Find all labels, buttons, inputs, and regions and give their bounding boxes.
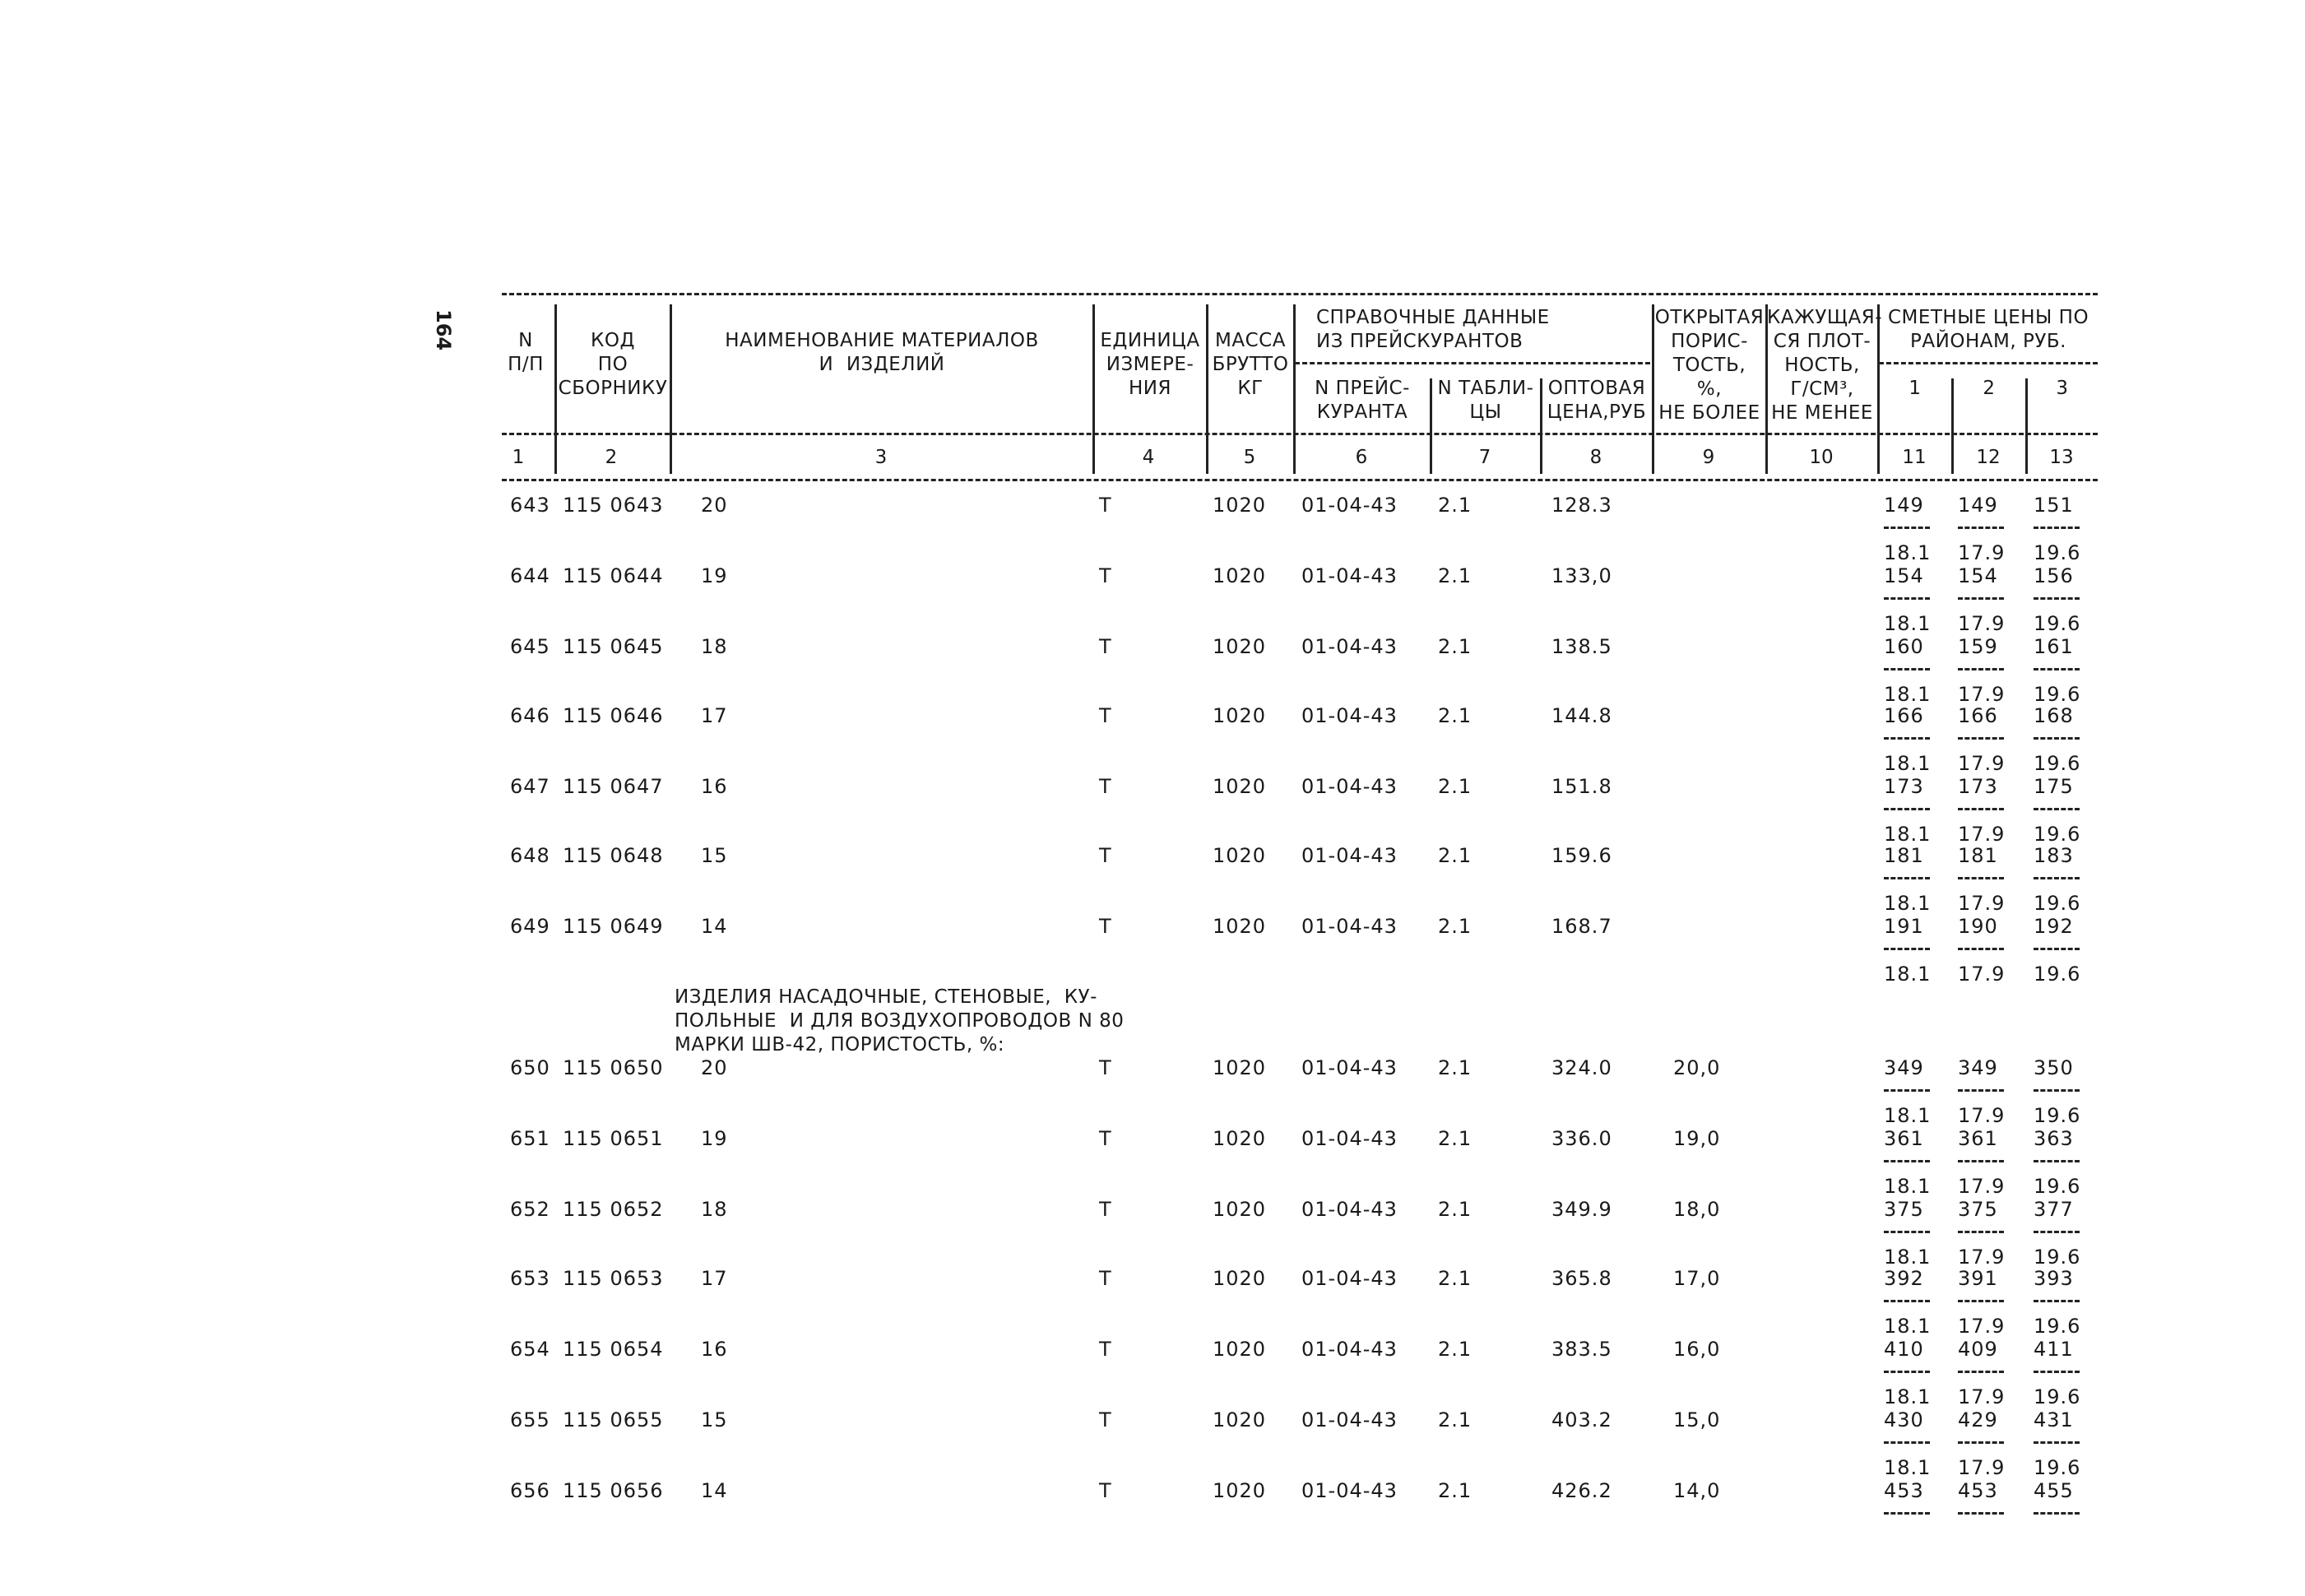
column-number: 1: [512, 447, 525, 468]
cell-price-list: 01-04-43: [1301, 1198, 1398, 1221]
cell-code: 115 0651: [563, 1127, 664, 1150]
cell-price-region-3: 192: [2034, 915, 2074, 938]
cell-price-region-2: 453: [1958, 1479, 1998, 1502]
header-col5: МАССА БРУТТО КГ: [1212, 330, 1289, 399]
cell-n: 650: [510, 1056, 550, 1079]
cell-mass: 1020: [1213, 1408, 1267, 1431]
cell-price-region-2: 166: [1958, 704, 1998, 727]
fraction-line: [1958, 1441, 2004, 1444]
column-number: 10: [1809, 447, 1834, 468]
cell-price-list: 01-04-43: [1301, 1479, 1398, 1502]
cell-ratio-region-2: 17.9: [1958, 823, 2006, 846]
cell-n: 643: [510, 494, 550, 517]
cell-price-region-3: 151: [2034, 494, 2074, 517]
fraction-line: [2034, 808, 2080, 810]
cell-code: 115 0654: [563, 1338, 664, 1361]
cell-ratio-region-3: 19.6: [2034, 752, 2081, 775]
fraction-line: [1958, 948, 2004, 950]
cell-wholesale: 403.2: [1551, 1408, 1612, 1431]
cell-n: 651: [510, 1127, 550, 1150]
cell-ratio-region-3: 19.6: [2034, 1175, 2081, 1198]
cell-price-region-3: 377: [2034, 1198, 2074, 1221]
column-number: 11: [1902, 447, 1927, 468]
cell-code: 115 0648: [563, 844, 664, 867]
cell-price-list: 01-04-43: [1301, 1267, 1398, 1290]
header-col11: 1: [1908, 378, 1922, 399]
fraction-line: [1958, 1089, 2004, 1092]
cell-price-list: 01-04-43: [1301, 1408, 1398, 1431]
fraction-line: [1958, 1231, 2004, 1233]
header-mid-rule: [502, 433, 2098, 435]
header-ref-group: СПРАВОЧНЫЕ ДАННЫЕ ИЗ ПРЕЙСКУРАНТОВ: [1316, 307, 1550, 352]
cell-n: 656: [510, 1479, 550, 1502]
cell-ratio-region-2: 17.9: [1958, 892, 2006, 915]
cell-price-list: 01-04-43: [1301, 775, 1398, 798]
cell-n: 648: [510, 844, 550, 867]
cell-price-region-1: 453: [1884, 1479, 1924, 1502]
header-col4: ЕДИНИЦА ИЗМЕРЕ- НИЯ: [1100, 330, 1200, 399]
cell-price-region-3: 363: [2034, 1127, 2074, 1150]
cell-code: 115 0652: [563, 1198, 664, 1221]
cell-mass: 1020: [1213, 494, 1267, 517]
cell-ratio-region-2: 17.9: [1958, 683, 2006, 706]
cell-price-region-3: 156: [2034, 564, 2074, 587]
cell-price-region-2: 154: [1958, 564, 1998, 587]
fraction-line: [2034, 527, 2080, 529]
cell-ratio-region-3: 19.6: [2034, 1456, 2081, 1479]
cell-name: 14: [701, 915, 728, 938]
cell-ratio-region-2: 17.9: [1958, 1385, 2006, 1408]
cell-price-region-1: 154: [1884, 564, 1924, 587]
cell-name: 20: [701, 494, 728, 517]
cell-porosity: 18,0: [1673, 1198, 1721, 1221]
header-col9: ОТКРЫТАЯ ПОРИС- ТОСТЬ, %, НЕ БОЛЕЕ: [1654, 307, 1765, 424]
cell-mass: 1020: [1213, 844, 1267, 867]
cell-code: 115 0650: [563, 1056, 664, 1079]
cell-code: 115 0653: [563, 1267, 664, 1290]
cell-n: 652: [510, 1198, 550, 1221]
cell-porosity: 15,0: [1673, 1408, 1721, 1431]
cell-price-region-1: 361: [1884, 1127, 1924, 1150]
fraction-line: [1884, 1089, 1930, 1092]
cell-ratio-region-2: 17.9: [1958, 963, 2006, 986]
cell-code: 115 0643: [563, 494, 664, 517]
cell-price-region-3: 350: [2034, 1056, 2074, 1079]
cell-ratio-region-3: 19.6: [2034, 541, 2081, 564]
column-number: 9: [1702, 447, 1715, 468]
column-number: 5: [1243, 447, 1256, 468]
cell-price-region-1: 430: [1884, 1408, 1924, 1431]
cell-code: 115 0656: [563, 1479, 664, 1502]
header-bottom-rule: [502, 479, 2098, 481]
cell-price-region-2: 349: [1958, 1056, 1998, 1079]
cell-price-list: 01-04-43: [1301, 494, 1398, 517]
fraction-line: [1958, 737, 2004, 740]
cell-price-region-2: 391: [1958, 1267, 1998, 1290]
cell-ratio-region-1: 18.1: [1884, 823, 1932, 846]
cell-price-list: 01-04-43: [1301, 564, 1398, 587]
cell-price-region-3: 431: [2034, 1408, 2074, 1431]
cell-price-list: 01-04-43: [1301, 1127, 1398, 1150]
fraction-line: [2034, 1441, 2080, 1444]
cell-ratio-region-1: 18.1: [1884, 1246, 1932, 1269]
fraction-line: [1884, 1371, 1930, 1373]
cell-ratio-region-1: 18.1: [1884, 1104, 1932, 1127]
cell-unit: Т: [1099, 915, 1112, 938]
cell-price-region-1: 392: [1884, 1267, 1924, 1290]
cell-name: 15: [701, 1408, 728, 1431]
cell-table: 2.1: [1438, 635, 1473, 658]
fraction-line: [1884, 877, 1930, 879]
cell-price-list: 01-04-43: [1301, 1056, 1398, 1079]
cell-price-list: 01-04-43: [1301, 844, 1398, 867]
cell-porosity: 20,0: [1673, 1056, 1721, 1079]
cell-code: 115 0649: [563, 915, 664, 938]
cell-unit: Т: [1099, 1267, 1112, 1290]
fraction-line: [2034, 737, 2080, 740]
cell-ratio-region-2: 17.9: [1958, 612, 2006, 635]
cell-unit: Т: [1099, 635, 1112, 658]
cell-price-region-2: 149: [1958, 494, 1998, 517]
column-number: 12: [1976, 447, 2001, 468]
fraction-line: [1884, 808, 1930, 810]
cell-ratio-region-1: 18.1: [1884, 1385, 1932, 1408]
cell-name: 17: [701, 704, 728, 727]
cell-price-region-2: 409: [1958, 1338, 1998, 1361]
fraction-line: [1884, 668, 1930, 670]
cell-price-region-3: 183: [2034, 844, 2074, 867]
fraction-line: [1884, 1512, 1930, 1515]
cell-n: 649: [510, 915, 550, 938]
cell-ratio-region-1: 18.1: [1884, 1315, 1932, 1338]
cell-price-region-1: 191: [1884, 915, 1924, 938]
cell-price-region-2: 190: [1958, 915, 1998, 938]
cell-ratio-region-2: 17.9: [1958, 752, 2006, 775]
cell-mass: 1020: [1213, 1338, 1267, 1361]
cell-ratio-region-3: 19.6: [2034, 1104, 2081, 1127]
header-col8: ОПТОВАЯ ЦЕНА,РУБ: [1547, 378, 1647, 423]
cell-n: 645: [510, 635, 550, 658]
cell-ratio-region-1: 18.1: [1884, 963, 1932, 986]
cell-price-region-2: 429: [1958, 1408, 1998, 1431]
cell-wholesale: 138.5: [1551, 635, 1612, 658]
cell-price-region-1: 166: [1884, 704, 1924, 727]
cell-table: 2.1: [1438, 1056, 1473, 1079]
cell-code: 115 0644: [563, 564, 664, 587]
cell-name: 19: [701, 564, 728, 587]
cell-price-region-3: 411: [2034, 1338, 2074, 1361]
fraction-line: [1958, 1300, 2004, 1302]
fraction-line: [1884, 1160, 1930, 1162]
cell-unit: Т: [1099, 775, 1112, 798]
cell-unit: Т: [1099, 844, 1112, 867]
cell-mass: 1020: [1213, 1056, 1267, 1079]
cell-name: 18: [701, 1198, 728, 1221]
fraction-line: [1958, 1371, 2004, 1373]
cell-ratio-region-2: 17.9: [1958, 1315, 2006, 1338]
cell-price-region-1: 181: [1884, 844, 1924, 867]
cell-ratio-region-1: 18.1: [1884, 612, 1932, 635]
ref-group-rule: [1295, 362, 1650, 364]
header-col1: N П/П: [508, 330, 544, 375]
column-number: 8: [1589, 447, 1602, 468]
cell-price-region-1: 160: [1884, 635, 1924, 658]
fraction-line: [1958, 527, 2004, 529]
cell-n: 647: [510, 775, 550, 798]
cell-price-region-1: 349: [1884, 1056, 1924, 1079]
cell-ratio-region-1: 18.1: [1884, 1175, 1932, 1198]
cell-name: 18: [701, 635, 728, 658]
header-col10: КАЖУЩАЯ- СЯ ПЛОТ- НОСТЬ, Г/СМ³, НЕ МЕНЕЕ: [1767, 307, 1883, 424]
cell-name: 19: [701, 1127, 728, 1150]
column-number: 6: [1355, 447, 1368, 468]
cell-ratio-region-3: 19.6: [2034, 683, 2081, 706]
cell-n: 646: [510, 704, 550, 727]
cell-price-region-2: 375: [1958, 1198, 1998, 1221]
header-price-group: СМЕТНЫЕ ЦЕНЫ ПО РАЙОНАМ, РУБ.: [1887, 307, 2089, 352]
cell-unit: Т: [1099, 1198, 1112, 1221]
price-group-rule: [1879, 362, 2098, 364]
cell-wholesale: 159.6: [1551, 844, 1612, 867]
cell-mass: 1020: [1213, 704, 1267, 727]
cell-code: 115 0647: [563, 775, 664, 798]
cell-wholesale: 168.7: [1551, 915, 1612, 938]
cell-ratio-region-2: 17.9: [1958, 1104, 2006, 1127]
cell-price-region-2: 159: [1958, 635, 1998, 658]
fraction-line: [2034, 1089, 2080, 1092]
fraction-line: [1958, 877, 2004, 879]
cell-ratio-region-2: 17.9: [1958, 1246, 2006, 1269]
cell-mass: 1020: [1213, 1479, 1267, 1502]
cell-table: 2.1: [1438, 1198, 1473, 1221]
cell-ratio-region-2: 17.9: [1958, 541, 2006, 564]
cell-mass: 1020: [1213, 775, 1267, 798]
cell-wholesale: 426.2: [1551, 1479, 1612, 1502]
fraction-line: [1884, 737, 1930, 740]
fraction-line: [1884, 1441, 1930, 1444]
cell-price-region-3: 175: [2034, 775, 2074, 798]
cell-unit: Т: [1099, 564, 1112, 587]
cell-ratio-region-3: 19.6: [2034, 612, 2081, 635]
cell-ratio-region-3: 19.6: [2034, 1385, 2081, 1408]
cell-table: 2.1: [1438, 1338, 1473, 1361]
fraction-line: [2034, 1160, 2080, 1162]
cell-price-region-3: 161: [2034, 635, 2074, 658]
cell-name: 14: [701, 1479, 728, 1502]
cell-name: 17: [701, 1267, 728, 1290]
cell-name: 16: [701, 775, 728, 798]
fraction-line: [2034, 1371, 2080, 1373]
fraction-line: [1958, 808, 2004, 810]
cell-wholesale: 365.8: [1551, 1267, 1612, 1290]
fraction-line: [1958, 1160, 2004, 1162]
header-col2: КОД ПО СБОРНИКУ: [558, 330, 668, 399]
cell-wholesale: 349.9: [1551, 1198, 1612, 1221]
column-number: 13: [2049, 447, 2074, 468]
cell-n: 644: [510, 564, 550, 587]
cell-code: 115 0645: [563, 635, 664, 658]
fraction-line: [1884, 527, 1930, 529]
cell-price-region-2: 173: [1958, 775, 1998, 798]
cell-ratio-region-3: 19.6: [2034, 892, 2081, 915]
fraction-line: [2034, 1231, 2080, 1233]
column-number: 4: [1142, 447, 1155, 468]
cell-unit: Т: [1099, 494, 1112, 517]
cell-price-region-1: 375: [1884, 1198, 1924, 1221]
cell-wholesale: 151.8: [1551, 775, 1612, 798]
cell-wholesale: 336.0: [1551, 1127, 1612, 1150]
cell-code: 115 0655: [563, 1408, 664, 1431]
cell-porosity: 19,0: [1673, 1127, 1721, 1150]
cell-mass: 1020: [1213, 1127, 1267, 1150]
cell-table: 2.1: [1438, 704, 1473, 727]
fraction-line: [1958, 668, 2004, 670]
cell-table: 2.1: [1438, 775, 1473, 798]
cell-ratio-region-2: 17.9: [1958, 1456, 2006, 1479]
cell-unit: Т: [1099, 1408, 1112, 1431]
fraction-line: [2034, 668, 2080, 670]
cell-wholesale: 383.5: [1551, 1338, 1612, 1361]
cell-table: 2.1: [1438, 1479, 1473, 1502]
cell-price-region-3: 393: [2034, 1267, 2074, 1290]
header-col13: 3: [2056, 378, 2069, 399]
fraction-line: [1958, 597, 2004, 600]
column-number: 7: [1478, 447, 1491, 468]
fraction-line: [1884, 1300, 1930, 1302]
fraction-line: [2034, 948, 2080, 950]
cell-table: 2.1: [1438, 564, 1473, 587]
cell-table: 2.1: [1438, 844, 1473, 867]
cell-n: 653: [510, 1267, 550, 1290]
cell-price-region-2: 361: [1958, 1127, 1998, 1150]
column-number: 3: [874, 447, 888, 468]
cell-code: 115 0646: [563, 704, 664, 727]
cell-wholesale: 128.3: [1551, 494, 1612, 517]
cell-mass: 1020: [1213, 1267, 1267, 1290]
cell-name: 15: [701, 844, 728, 867]
cell-table: 2.1: [1438, 1127, 1473, 1150]
fraction-line: [2034, 1512, 2080, 1515]
cell-price-list: 01-04-43: [1301, 704, 1398, 727]
cell-n: 655: [510, 1408, 550, 1431]
cell-ratio-region-1: 18.1: [1884, 1456, 1932, 1479]
cell-mass: 1020: [1213, 915, 1267, 938]
cell-ratio-region-3: 19.6: [2034, 1246, 2081, 1269]
fraction-line: [2034, 877, 2080, 879]
cell-unit: Т: [1099, 1127, 1112, 1150]
fraction-line: [1884, 948, 1930, 950]
cell-name: 20: [701, 1056, 728, 1079]
cell-price-region-1: 149: [1884, 494, 1924, 517]
fraction-line: [1884, 1231, 1930, 1233]
fraction-line: [2034, 597, 2080, 600]
cell-ratio-region-3: 19.6: [2034, 963, 2081, 986]
cell-price-region-3: 455: [2034, 1479, 2074, 1502]
column-number: 2: [605, 447, 618, 468]
cell-ratio-region-1: 18.1: [1884, 752, 1932, 775]
page-number: 164: [432, 309, 455, 351]
fraction-line: [1884, 597, 1930, 600]
cell-price-region-1: 410: [1884, 1338, 1924, 1361]
cell-mass: 1020: [1213, 1198, 1267, 1221]
cell-ratio-region-1: 18.1: [1884, 683, 1932, 706]
cell-price-list: 01-04-43: [1301, 635, 1398, 658]
cell-unit: Т: [1099, 704, 1112, 727]
cell-name: 16: [701, 1338, 728, 1361]
cell-ratio-region-2: 17.9: [1958, 1175, 2006, 1198]
cell-porosity: 14,0: [1673, 1479, 1721, 1502]
header-col7: N ТАБЛИ- ЦЫ: [1437, 378, 1534, 423]
cell-unit: Т: [1099, 1479, 1112, 1502]
cell-price-region-3: 168: [2034, 704, 2074, 727]
header-col6: N ПРЕЙС- КУРАНТА: [1315, 378, 1410, 423]
cell-table: 2.1: [1438, 494, 1473, 517]
cell-price-region-2: 181: [1958, 844, 1998, 867]
cell-porosity: 17,0: [1673, 1267, 1721, 1290]
cell-n: 654: [510, 1338, 550, 1361]
cell-wholesale: 144.8: [1551, 704, 1612, 727]
cell-ratio-region-3: 19.6: [2034, 823, 2081, 846]
cell-wholesale: 324.0: [1551, 1056, 1612, 1079]
cell-mass: 1020: [1213, 564, 1267, 587]
header-col12: 2: [1983, 378, 1996, 399]
header-top-rule: [502, 293, 2098, 295]
cell-table: 2.1: [1438, 1408, 1473, 1431]
cell-ratio-region-1: 18.1: [1884, 892, 1932, 915]
cell-price-region-1: 173: [1884, 775, 1924, 798]
fraction-line: [1958, 1512, 2004, 1515]
cell-ratio-region-1: 18.1: [1884, 541, 1932, 564]
cell-table: 2.1: [1438, 1267, 1473, 1290]
cell-mass: 1020: [1213, 635, 1267, 658]
cell-ratio-region-3: 19.6: [2034, 1315, 2081, 1338]
cell-unit: Т: [1099, 1338, 1112, 1361]
cell-wholesale: 133,0: [1551, 564, 1612, 587]
section-title: ИЗДЕЛИЯ НАСАДОЧНЫЕ, СТЕНОВЫЕ, КУ- ПОЛЬНЫЕ И ДЛЯ ВОЗДУХОПРОВОДОВ N 80 МАРКИ ШВ-42, ПОРИСТОСТЬ, %:: [675, 986, 1125, 1055]
cell-table: 2.1: [1438, 915, 1473, 938]
cell-price-list: 01-04-43: [1301, 1338, 1398, 1361]
cell-price-list: 01-04-43: [1301, 915, 1398, 938]
fraction-line: [2034, 1300, 2080, 1302]
cell-unit: Т: [1099, 1056, 1112, 1079]
cell-porosity: 16,0: [1673, 1338, 1721, 1361]
header-col3: НАИМЕНОВАНИЕ МАТЕРИАЛОВ И ИЗДЕЛИЙ: [725, 330, 1039, 375]
